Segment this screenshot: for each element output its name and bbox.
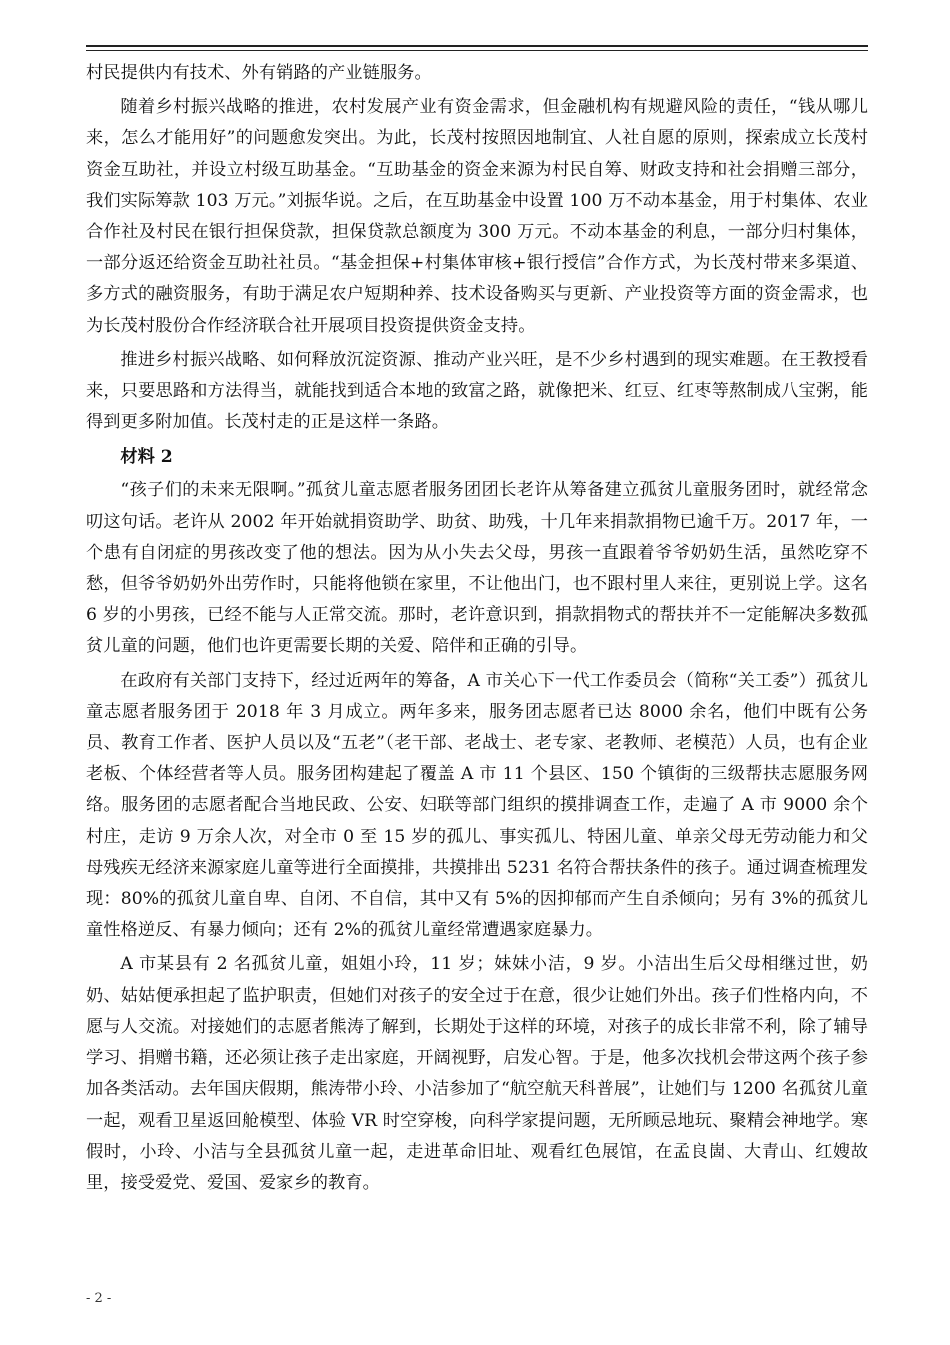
page-number: - 2 - [86, 1291, 112, 1306]
paragraph-xiaoling-xiaojie: A 市某县有 2 名孤贫儿童，姐姐小玲，11 岁；妹妹小洁，9 岁。小洁出生后父母相继过世，奶奶、姑姑便承担起了监护职责，但她们对孩子的安全过于在意，很少让她们外出。孩子们性格内向，不愿与人交流。对接她们的志愿者熊涛了解到，长期处于这样的环境，对孩子的成长非常不利，除了辅导学习、捐赠书籍，还必须让孩子走出家庭，开阔视野，启发心智。于是，他多次找机会带这两个孩子参加各类活动。去年国庆假期，熊涛带小玲、小洁参加了“航空航天科普展”，让她们与 1200 名孤贫儿童一起，观看卫星返回舱模型、体验 VR 时空穿梭，向科学家提问题，无所顾忌地玩、聚精会神地学。寒假时，小玲、小洁与全县孤贫儿童一起，走进革命旧址、观看红色展馆，在孟良崮、大青山、红嫂故里，接受爱党、爱国、爱家乡的教育。 [86, 954, 868, 1193]
paragraph-lao-xu: “孩子们的未来无限啊。”孤贫儿童志愿者服务团团长老许从筹备建立孤贫儿童服务团时，就经常念叨这句话。老许从 2002 年开始就捐资助学、助贫、助残，十几年来捐款捐物已逾千万。2017 年，一个患有自闭症的男孩改变了他的想法。因为从小失去父母，男孩一直跟着爷爷奶奶生活，虽然吃穿不愁，但爷爷奶奶外出劳作时，只能将他锁在家里，不让他出门，也不跟村里人来往，更别说上学。这名 6 岁的小男孩，已经不能与人正常交流。那时，老许意识到，捐款捐物式的帮扶并不一定能解决多数孤贫儿童的问题，他们也许更需要长期的关爱、陪伴和正确的引导。 [86, 480, 868, 657]
paragraph-volunteer-team: 在政府有关部门支持下，经过近两年的筹备，A 市关心下一代工作委员会（简称“关工委”）孤贫儿童志愿者服务团于 2018 年 3 月成立。两年多来，服务团志愿者已达 8000 余名，他们中既有公务员、教育工作者、医护人员以及“五老”（老干部、老战士、老专家、老教师、老模范）人员，也有企业老板、个体经营者等人员。服务团构建起了覆盖 A 市 11 个县区、150 个镇街的三级帮扶志愿服务网络。服务团的志愿者配合当地民政、公安、妇联等部门组织的摸排调查工作，走遍了 A 市 9000 余个村庄，走访 9 万余人次，对全市 0 至 15 岁的孤儿、事实孤儿、特困儿童、单亲父母无劳动能力和父母残疾无经济来源家庭儿童等进行全面摸排，共摸排出 5231 名符合帮扶条件的孩子。通过调查梳理发现：80%的孤贫儿童自卑、自闭、不自信，其中又有 5%的因抑郁而产生自杀倾向；另有 3%的孤贫儿童性格逆反、有暴力倾向；还有 2%的孤贫儿童经常遭遇家庭暴力。 [86, 670, 868, 941]
header-rule-thick [86, 45, 868, 47]
document-body [86, 58, 868, 1199]
paragraph-rural-revitalization: 推进乡村振兴战略、如何释放沉淀资源、推动产业兴旺，是不少乡村遇到的现实难题。在王教授看来，只要思路和方法得当，就能找到适合本地的致富之路，就像把米、红豆、红枣等熬制成八宝粥，能得到更多附加值。长茂村走的正是这样一条路。 [86, 349, 868, 433]
paragraph-continuation: 村民提供内有技术、外有销路的产业链服务。 [86, 63, 432, 83]
paragraph-mutual-fund: 随着乡村振兴战略的推进，农村发展产业有资金需求，但金融机构有规避风险的责任，“钱从哪儿来，怎么才能用好”的问题愈发突出。为此，长茂村按照因地制宜、人社自愿的原则，探索成立长茂村资金互助社，并设立村级互助基金。“互助基金的资金来源为村民自筹、财政支持和社会捐赠三部分，我们实际筹款 103 万元。”刘振华说。之后，在互助基金中设置 100 万不动本基金，用于村集体、农业合作社及村民在银行担保贷款，担保贷款总额度为 300 万元。不动本基金的利息，一部分归村集体，一部分返还给资金互助社社员。“基金担保+村集体审核+银行授信”合作方式，为长茂村带来多渠道、多方式的融资服务，有助于满足农户短期种养、技术设备购买与更新、产业投资等方面的资金需求，也为长茂村股份合作经济联合社开展项目投资提供资金支持。 [86, 97, 868, 336]
section-heading-material-2: 材料 2 [120, 447, 173, 468]
header-rule-thin [86, 50, 868, 51]
